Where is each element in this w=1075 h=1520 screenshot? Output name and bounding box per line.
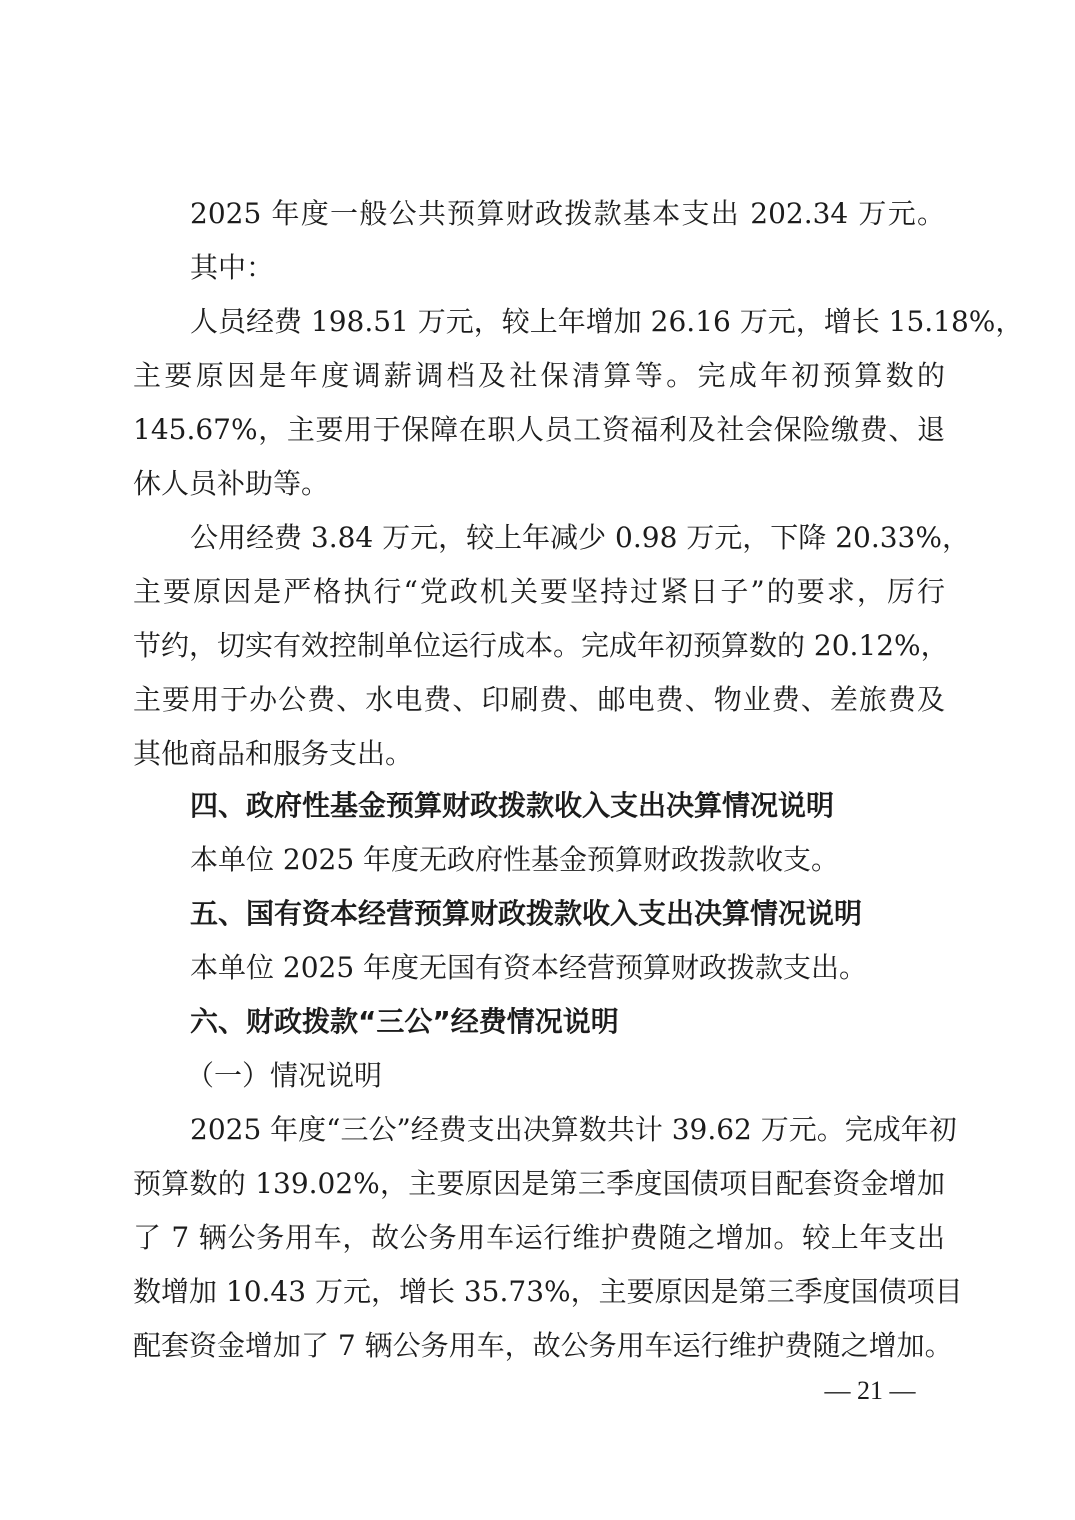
heading-section-4: 四、政府性基金预算财政拨款收入支出决算情况说明 bbox=[190, 789, 835, 822]
paragraph-basic-expenditure: 2025 年度一般公共预算财政拨款基本支出 202.34 万元。 bbox=[190, 197, 945, 230]
paragraph-three-public-line-5: 配套资金增加了 7 辆公务用车，故公务用车运行维护费随之增加。 bbox=[133, 1329, 953, 1362]
heading-section-6: 六、财政拨款“三公”经费情况说明 bbox=[190, 1005, 619, 1038]
paragraph-three-public-line-3: 了 7 辆公务用车，故公务用车运行维护费随之增加。较上年支出 bbox=[133, 1221, 945, 1254]
paragraph-personnel-line-3: 145.67%，主要用于保障在职人员工资福利及社会保险缴费、退 bbox=[133, 413, 945, 446]
paragraph-personnel-line-2: 主要原因是年度调薪调档及社保清算等。完成年初预算数的 bbox=[133, 359, 945, 392]
paragraph-among-which: 其中： bbox=[190, 251, 275, 284]
paragraph-section-5-body: 本单位 2025 年度无国有资本经营预算财政拨款支出。 bbox=[190, 951, 868, 984]
paragraph-public-line-2: 主要原因是严格执行“党政机关要坚持过紧日子”的要求，厉行 bbox=[133, 575, 945, 608]
page-number: — 21 — bbox=[824, 1376, 916, 1405]
paragraph-three-public-line-2: 预算数的 139.02%，主要原因是第三季度国债项目配套资金增加 bbox=[133, 1167, 945, 1200]
paragraph-personnel-line-4: 休人员补助等。 bbox=[133, 467, 330, 500]
paragraph-public-line-3: 节约，切实有效控制单位运行成本。完成年初预算数的 20.12%， bbox=[133, 629, 949, 662]
paragraph-public-line-1: 公用经费 3.84 万元，较上年减少 0.98 万元，下降 20.33%， bbox=[190, 521, 970, 554]
paragraph-public-line-4: 主要用于办公费、水电费、印刷费、邮电费、物业费、差旅费及 bbox=[133, 683, 945, 716]
paragraph-section-4-body: 本单位 2025 年度无政府性基金预算财政拨款收支。 bbox=[190, 843, 840, 876]
paragraph-personnel-line-1: 人员经费 198.51 万元，较上年增加 26.16 万元，增长 15.18%， bbox=[190, 305, 1024, 338]
heading-section-5: 五、国有资本经营预算财政拨款收入支出决算情况说明 bbox=[190, 897, 863, 930]
paragraph-public-line-5: 其他商品和服务支出。 bbox=[133, 737, 414, 770]
subheading-situation: （一）情况说明 bbox=[186, 1059, 383, 1092]
paragraph-three-public-line-4: 数增加 10.43 万元，增长 35.73%，主要原因是第三季度国债项目 bbox=[133, 1275, 963, 1308]
paragraph-three-public-line-1: 2025 年度“三公”经费支出决算数共计 39.62 万元。完成年初 bbox=[190, 1113, 957, 1146]
